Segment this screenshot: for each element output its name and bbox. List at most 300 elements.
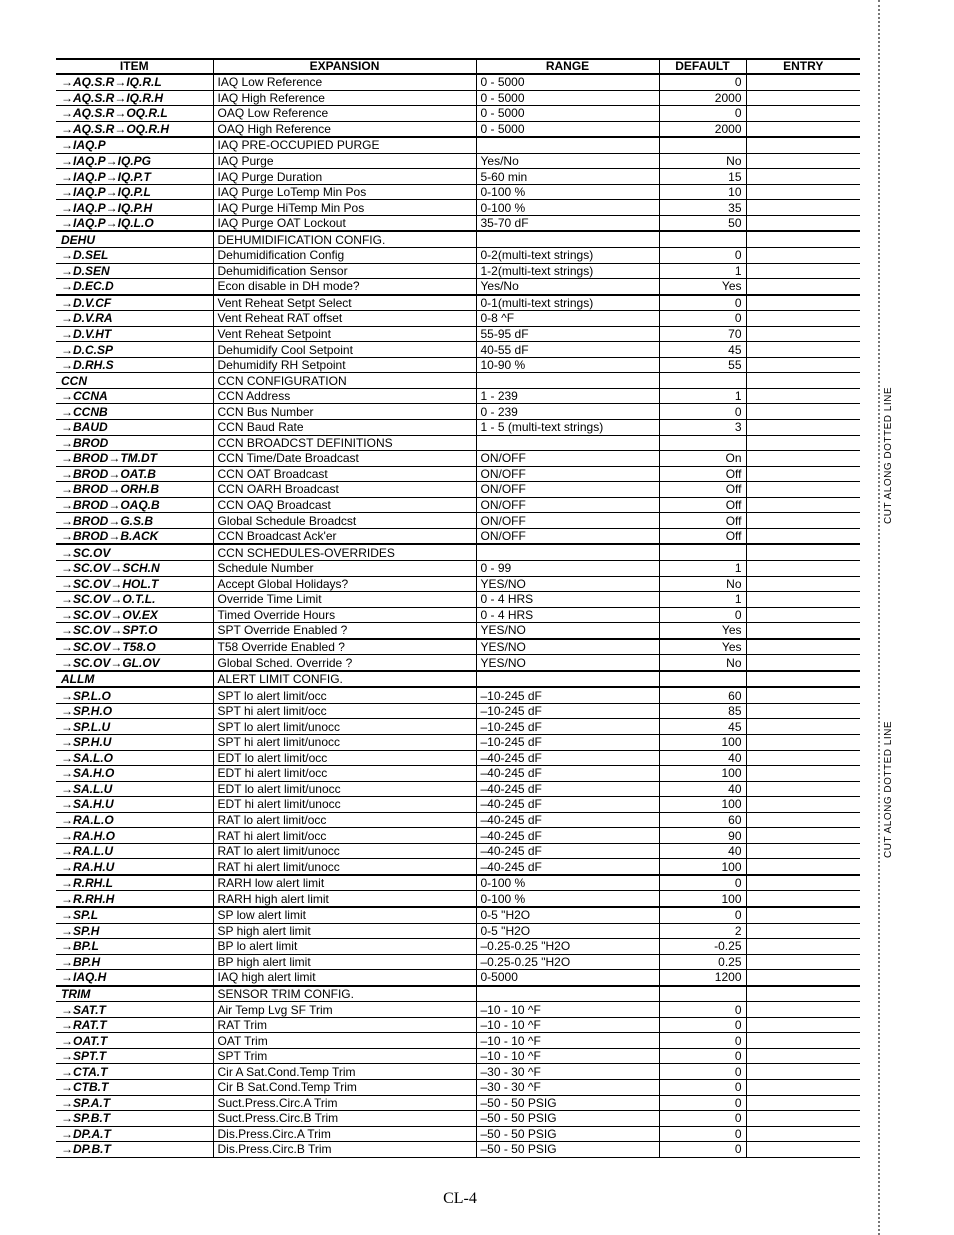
cell-item: →SP.B.T <box>56 1111 213 1127</box>
cell-entry <box>746 482 860 498</box>
cell-item: →CTA.T <box>56 1064 213 1080</box>
cell-default: 0 <box>659 1033 746 1049</box>
page-number: CL-4 <box>443 1190 477 1207</box>
table-row <box>56 342 860 358</box>
cell-expansion: Suct.Press.Circ.B Trim <box>213 1111 476 1127</box>
cell-entry <box>746 843 860 859</box>
cell-range <box>476 137 659 153</box>
table-row <box>56 311 860 327</box>
cell-expansion: BP lo alert limit <box>213 939 476 955</box>
cell-default: 0 <box>659 74 746 90</box>
cell-default: 1 <box>659 560 746 576</box>
table-row <box>56 215 860 231</box>
table-row <box>56 466 860 482</box>
cell-range <box>476 671 659 688</box>
table-row <box>56 121 860 137</box>
cell-entry <box>746 1126 860 1142</box>
cell-default: 40 <box>659 750 746 766</box>
cell-entry <box>746 560 860 576</box>
table-row <box>56 954 860 970</box>
cell-item: →SA.H.U <box>56 797 213 813</box>
cell-default: 85 <box>659 703 746 719</box>
cell-expansion: CCN Time/Date Broadcast <box>213 451 476 467</box>
table-row <box>56 560 860 576</box>
table-row <box>56 907 860 923</box>
cell-item: →SP.L.U <box>56 719 213 735</box>
cell-expansion: IAQ Purge HiTemp Min Pos <box>213 200 476 216</box>
cell-item: →D.C.SP <box>56 342 213 358</box>
cell-default: Off <box>659 482 746 498</box>
cell-expansion: DEHUMIDIFICATION CONFIG. <box>213 231 476 247</box>
cell-expansion: SPT hi alert limit/unocc <box>213 734 476 750</box>
cell-entry <box>746 576 860 592</box>
cell-item: →DP.A.T <box>56 1126 213 1142</box>
cell-range: 0-100 % <box>476 875 659 891</box>
cell-entry <box>746 1017 860 1033</box>
cell-expansion: CCN Bus Number <box>213 404 476 420</box>
cell-default: Yes <box>659 623 746 639</box>
config-table <box>56 58 860 1158</box>
cell-item: ALLM <box>56 671 213 688</box>
table-row <box>56 528 860 544</box>
cell-range: 0 - 5000 <box>476 106 659 122</box>
cell-entry <box>746 734 860 750</box>
cell-default: -0.25 <box>659 939 746 955</box>
cell-entry <box>746 859 860 875</box>
cell-default <box>659 986 746 1002</box>
cell-default: 0 <box>659 875 746 891</box>
cell-item: →BAUD <box>56 420 213 436</box>
cell-default: 15 <box>659 169 746 185</box>
table-row <box>56 295 860 311</box>
cell-entry <box>746 231 860 247</box>
cell-entry <box>746 153 860 169</box>
cell-item: →BROD→OAQ.B <box>56 497 213 513</box>
cell-item: →CTB.T <box>56 1080 213 1096</box>
cell-default: 0 <box>659 1095 746 1111</box>
cell-item: →D.SEL <box>56 248 213 264</box>
cell-range: 5-60 min <box>476 169 659 185</box>
table-row <box>56 923 860 939</box>
cell-range: 35-70 dF <box>476 215 659 231</box>
cell-expansion: ALERT LIMIT CONFIG. <box>213 671 476 688</box>
header-default: DEFAULT <box>659 59 746 74</box>
cell-entry <box>746 607 860 623</box>
cell-item: →BROD→ORH.B <box>56 482 213 498</box>
cell-range: 1-2(multi-text strings) <box>476 263 659 279</box>
table-row <box>56 1002 860 1018</box>
cell-range: –0.25-0.25 "H2O <box>476 954 659 970</box>
cell-entry <box>746 137 860 153</box>
cell-entry <box>746 373 860 389</box>
cell-expansion: CCN OAQ Broadcast <box>213 497 476 513</box>
cell-item: →IAQ.H <box>56 970 213 986</box>
cell-item: →CCNA <box>56 388 213 404</box>
cell-item: →SP.L <box>56 907 213 923</box>
cell-default <box>659 373 746 389</box>
cell-entry <box>746 513 860 529</box>
cell-range: ON/OFF <box>476 528 659 544</box>
cell-default: 0 <box>659 295 746 311</box>
cell-entry <box>746 719 860 735</box>
table-row <box>56 1080 860 1096</box>
table-row <box>56 1033 860 1049</box>
cell-default: No <box>659 655 746 671</box>
cell-expansion: SP high alert limit <box>213 923 476 939</box>
cell-entry <box>746 1080 860 1096</box>
cell-default: Off <box>659 497 746 513</box>
cell-expansion: Dehumidification Config <box>213 248 476 264</box>
cell-expansion: Global Schedule Broadcst <box>213 513 476 529</box>
table-row <box>56 404 860 420</box>
table-row <box>56 1048 860 1064</box>
cell-item: →D.SEN <box>56 263 213 279</box>
cut-dotted-line <box>878 0 880 1235</box>
cell-default: 35 <box>659 200 746 216</box>
cut-label-lower: CUT ALONG DOTTED LINE <box>883 720 894 858</box>
cell-expansion: SPT hi alert limit/occ <box>213 703 476 719</box>
cell-expansion: Dehumidify Cool Setpoint <box>213 342 476 358</box>
cell-entry <box>746 1064 860 1080</box>
cell-range: –50 - 50 PSIG <box>476 1126 659 1142</box>
cell-entry <box>746 875 860 891</box>
cell-entry <box>746 466 860 482</box>
cell-default <box>659 137 746 153</box>
table-row <box>56 435 860 451</box>
cell-range: ON/OFF <box>476 513 659 529</box>
table-row <box>56 655 860 671</box>
cell-default: Yes <box>659 639 746 655</box>
cell-range: ON/OFF <box>476 466 659 482</box>
cell-entry <box>746 279 860 295</box>
cell-entry <box>746 639 860 655</box>
cell-item: →AQ.S.R→OQ.R.L <box>56 106 213 122</box>
cell-entry <box>746 420 860 436</box>
cell-expansion: SP low alert limit <box>213 907 476 923</box>
cell-entry <box>746 544 860 560</box>
cell-item: CCN <box>56 373 213 389</box>
table-row <box>56 279 860 295</box>
cell-default: 1 <box>659 388 746 404</box>
table-row <box>56 734 860 750</box>
table-row <box>56 891 860 907</box>
cell-entry <box>746 215 860 231</box>
table-row <box>56 1126 860 1142</box>
cell-default: No <box>659 576 746 592</box>
table-row <box>56 875 860 891</box>
cell-expansion: SPT Override Enabled ? <box>213 623 476 639</box>
cell-range: 0 - 5000 <box>476 90 659 106</box>
table-row <box>56 513 860 529</box>
cell-expansion: OAT Trim <box>213 1033 476 1049</box>
cell-default: 60 <box>659 812 746 828</box>
cell-expansion: IAQ Purge OAT Lockout <box>213 215 476 231</box>
cell-expansion: Override Time Limit <box>213 592 476 608</box>
cell-entry <box>746 497 860 513</box>
cell-entry <box>746 1033 860 1049</box>
cell-default: 0 <box>659 607 746 623</box>
cell-entry <box>746 623 860 639</box>
cell-expansion: CCN OARH Broadcast <box>213 482 476 498</box>
cell-expansion: Dehumidify RH Setpoint <box>213 357 476 373</box>
cell-entry <box>746 388 860 404</box>
cell-entry <box>746 891 860 907</box>
cell-range: 55-95 dF <box>476 326 659 342</box>
cell-item: →IAQ.P <box>56 137 213 153</box>
cell-range: –40-245 dF <box>476 781 659 797</box>
cell-entry <box>746 248 860 264</box>
table-row <box>56 248 860 264</box>
cell-range: 0 - 4 HRS <box>476 607 659 623</box>
cell-item: →BROD→TM.DT <box>56 451 213 467</box>
cell-item: →RA.L.U <box>56 843 213 859</box>
table-row <box>56 357 860 373</box>
cell-default: Off <box>659 466 746 482</box>
table-row <box>56 1095 860 1111</box>
cell-expansion: IAQ Purge LoTemp Min Pos <box>213 184 476 200</box>
cell-expansion: Timed Override Hours <box>213 607 476 623</box>
cell-entry <box>746 1048 860 1064</box>
table-row <box>56 687 860 703</box>
cell-range: YES/NO <box>476 655 659 671</box>
cell-default: 0 <box>659 1126 746 1142</box>
cell-expansion: CCN BROADCST DEFINITIONS <box>213 435 476 451</box>
cell-expansion: OAQ Low Reference <box>213 106 476 122</box>
table-row <box>56 939 860 955</box>
header-item: ITEM <box>56 59 213 74</box>
cell-item: →IAQ.P→IQ.P.L <box>56 184 213 200</box>
cell-expansion: Dehumidification Sensor <box>213 263 476 279</box>
table-row <box>56 1142 860 1158</box>
cell-default <box>659 435 746 451</box>
cell-range: –10-245 dF <box>476 703 659 719</box>
cell-default <box>659 231 746 247</box>
cell-default: Off <box>659 513 746 529</box>
cell-entry <box>746 357 860 373</box>
cell-range: –40-245 dF <box>476 812 659 828</box>
cell-item: →SP.H.U <box>56 734 213 750</box>
table-row <box>56 671 860 688</box>
cell-range: 0 - 99 <box>476 560 659 576</box>
cell-default: 2 <box>659 923 746 939</box>
cell-expansion: EDT lo alert limit/unocc <box>213 781 476 797</box>
cell-item: →SC.OV <box>56 544 213 560</box>
cell-range: 0-8 ^F <box>476 311 659 327</box>
cell-default <box>659 544 746 560</box>
cell-default: 40 <box>659 843 746 859</box>
cell-expansion: Dis.Press.Circ.B Trim <box>213 1142 476 1158</box>
cell-entry <box>746 592 860 608</box>
cell-range: ON/OFF <box>476 497 659 513</box>
cell-expansion: Vent Reheat Setpoint <box>213 326 476 342</box>
cell-range: –50 - 50 PSIG <box>476 1111 659 1127</box>
cell-expansion: T58 Override Enabled ? <box>213 639 476 655</box>
cell-range: –40-245 dF <box>476 766 659 782</box>
cell-item: →SP.H <box>56 923 213 939</box>
cell-range: –40-245 dF <box>476 859 659 875</box>
table-row <box>56 859 860 875</box>
cell-expansion: RAT lo alert limit/occ <box>213 812 476 828</box>
cell-expansion: SPT lo alert limit/unocc <box>213 719 476 735</box>
cell-range: YES/NO <box>476 576 659 592</box>
cell-expansion: CCN SCHEDULES-OVERRIDES <box>213 544 476 560</box>
table-row <box>56 106 860 122</box>
cell-item: →SC.OV→O.T.L. <box>56 592 213 608</box>
cell-entry <box>746 74 860 90</box>
table-row <box>56 482 860 498</box>
cell-item: →SC.OV→OV.EX <box>56 607 213 623</box>
cell-default: 70 <box>659 326 746 342</box>
cell-range: 0-100 % <box>476 891 659 907</box>
cell-default: Yes <box>659 279 746 295</box>
cell-item: →AQ.S.R→OQ.R.H <box>56 121 213 137</box>
cell-entry <box>746 923 860 939</box>
cell-entry <box>746 326 860 342</box>
table-row <box>56 200 860 216</box>
cell-range: –10-245 dF <box>476 687 659 703</box>
cell-default: 100 <box>659 734 746 750</box>
cell-expansion: Suct.Press.Circ.A Trim <box>213 1095 476 1111</box>
cell-item: →D.V.RA <box>56 311 213 327</box>
cell-range: –10 - 10 ^F <box>476 1033 659 1049</box>
cell-item: →OAT.T <box>56 1033 213 1049</box>
cell-expansion: IAQ High Reference <box>213 90 476 106</box>
cell-entry <box>746 169 860 185</box>
cell-range: –50 - 50 PSIG <box>476 1142 659 1158</box>
cell-range: ON/OFF <box>476 451 659 467</box>
cell-range: YES/NO <box>476 639 659 655</box>
table-row <box>56 326 860 342</box>
cell-item: →AQ.S.R→IQ.R.L <box>56 74 213 90</box>
table-row <box>56 544 860 560</box>
cell-item: →SPT.T <box>56 1048 213 1064</box>
cell-entry <box>746 970 860 986</box>
cell-expansion: RARH low alert limit <box>213 875 476 891</box>
table-row <box>56 1064 860 1080</box>
cell-entry <box>746 1002 860 1018</box>
cell-expansion: CCN CONFIGURATION <box>213 373 476 389</box>
cell-expansion: Dis.Press.Circ.A Trim <box>213 1126 476 1142</box>
cell-default: Off <box>659 528 746 544</box>
cell-item: →D.V.CF <box>56 295 213 311</box>
cell-item: →SA.L.O <box>56 750 213 766</box>
cell-expansion: RAT Trim <box>213 1017 476 1033</box>
cell-default: 0 <box>659 1111 746 1127</box>
cell-item: →BROD <box>56 435 213 451</box>
table-row <box>56 184 860 200</box>
cell-expansion: BP high alert limit <box>213 954 476 970</box>
cell-entry <box>746 184 860 200</box>
cell-expansion: IAQ Purge <box>213 153 476 169</box>
cell-range: ON/OFF <box>476 482 659 498</box>
cell-item: →CCNB <box>56 404 213 420</box>
cell-entry <box>746 311 860 327</box>
table-row <box>56 497 860 513</box>
cell-range: –10-245 dF <box>476 719 659 735</box>
cell-expansion: SPT lo alert limit/occ <box>213 687 476 703</box>
table-row <box>56 986 860 1002</box>
cell-entry <box>746 828 860 844</box>
cell-expansion: Global Sched. Override ? <box>213 655 476 671</box>
table-row <box>56 137 860 153</box>
cell-range: –10 - 10 ^F <box>476 1002 659 1018</box>
table-body <box>56 74 860 1157</box>
cell-default: 0 <box>659 1017 746 1033</box>
cell-default: No <box>659 153 746 169</box>
cell-default: 1 <box>659 263 746 279</box>
cell-item: →BROD→B.ACK <box>56 528 213 544</box>
cell-range <box>476 435 659 451</box>
cell-entry <box>746 797 860 813</box>
cell-default: 45 <box>659 719 746 735</box>
cell-default: 100 <box>659 859 746 875</box>
cell-range: 40-55 dF <box>476 342 659 358</box>
cell-expansion: Schedule Number <box>213 560 476 576</box>
table-row <box>56 153 860 169</box>
cell-item: TRIM <box>56 986 213 1002</box>
cell-entry <box>746 671 860 688</box>
cell-item: →RA.H.O <box>56 828 213 844</box>
cell-expansion: Cir A Sat.Cond.Temp Trim <box>213 1064 476 1080</box>
cell-range: 1 - 5 (multi-text strings) <box>476 420 659 436</box>
cell-entry <box>746 703 860 719</box>
cell-range: –40-245 dF <box>476 797 659 813</box>
cell-expansion: CCN Baud Rate <box>213 420 476 436</box>
table-row <box>56 1017 860 1033</box>
table-row <box>56 231 860 247</box>
cell-expansion: Cir B Sat.Cond.Temp Trim <box>213 1080 476 1096</box>
cell-range: 0-1(multi-text strings) <box>476 295 659 311</box>
cell-item: →D.RH.S <box>56 357 213 373</box>
table-header-row <box>56 59 860 74</box>
cell-entry <box>746 342 860 358</box>
cell-entry <box>746 687 860 703</box>
cell-default: 0 <box>659 907 746 923</box>
table-row <box>56 373 860 389</box>
cell-entry <box>746 766 860 782</box>
cell-range: –10 - 10 ^F <box>476 1017 659 1033</box>
table-row <box>56 169 860 185</box>
cell-expansion: RARH high alert limit <box>213 891 476 907</box>
cell-expansion: EDT hi alert limit/unocc <box>213 797 476 813</box>
header-range: RANGE <box>476 59 659 74</box>
cell-range: 0-5000 <box>476 970 659 986</box>
cell-range: Yes/No <box>476 279 659 295</box>
cell-expansion: OAQ High Reference <box>213 121 476 137</box>
cell-item: →SA.L.U <box>56 781 213 797</box>
cell-item: →SC.OV→T58.O <box>56 639 213 655</box>
cell-default: 45 <box>659 342 746 358</box>
cell-entry <box>746 435 860 451</box>
cell-default: 100 <box>659 891 746 907</box>
cell-range: 0-100 % <box>476 200 659 216</box>
cell-expansion: CCN Broadcast Ack'er <box>213 528 476 544</box>
table-row <box>56 843 860 859</box>
table-row <box>56 451 860 467</box>
table-row <box>56 828 860 844</box>
table-row <box>56 623 860 639</box>
cell-item: →IAQ.P→IQ.PG <box>56 153 213 169</box>
cell-item: →R.RH.L <box>56 875 213 891</box>
cell-expansion: Econ disable in DH mode? <box>213 279 476 295</box>
cell-entry <box>746 1142 860 1158</box>
cell-default: 100 <box>659 797 746 813</box>
table-row <box>56 766 860 782</box>
cell-expansion: Air Temp Lvg SF Trim <box>213 1002 476 1018</box>
cell-range: –30 - 30 ^F <box>476 1064 659 1080</box>
cell-expansion: SPT Trim <box>213 1048 476 1064</box>
table-row <box>56 263 860 279</box>
